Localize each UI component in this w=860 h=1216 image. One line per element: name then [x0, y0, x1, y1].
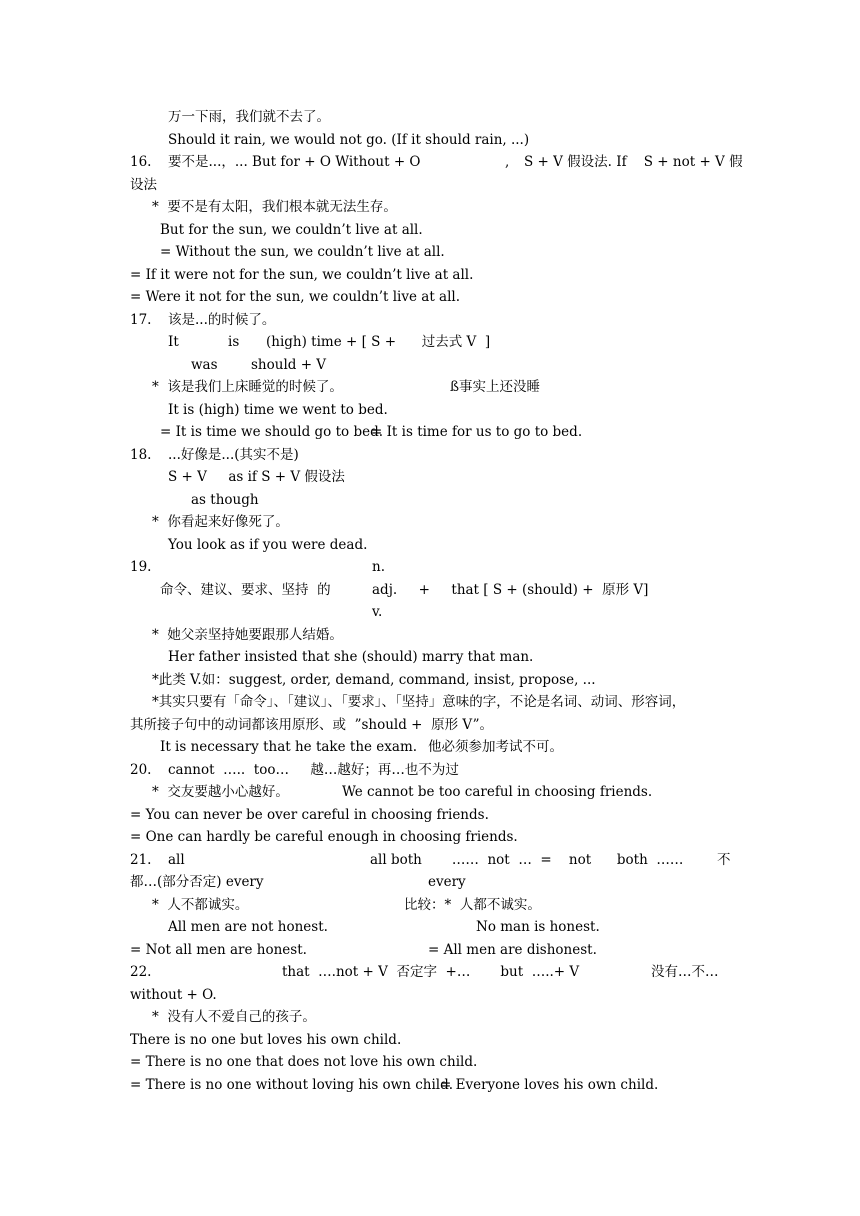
text-line: 他必须参加考试不可。 — [428, 739, 563, 755]
text-line: every — [428, 874, 466, 890]
example-line: * 该是我们上床睡觉的时候了。 — [152, 379, 343, 395]
text-line: = Without the sun, we couldn’t live at all. — [160, 244, 445, 260]
text-line: , — [505, 154, 510, 170]
text-line: (high) time + [ S + 过去式 V ] — [266, 334, 491, 350]
example-line: * 交友要越小心越好。 — [152, 784, 289, 800]
text-line: 都…(部分否定) every — [130, 874, 264, 890]
example-line: * 你看起来好像死了。 — [152, 514, 289, 530]
text-line: S + V as if S + V 假设法 — [168, 469, 345, 485]
text-line: all — [168, 852, 185, 868]
item-number: 21. — [130, 852, 152, 868]
text-line: = There is no one that does not love his own child. — [130, 1054, 478, 1070]
text-line: as though — [191, 492, 259, 508]
text-line: 没有…不… — [651, 964, 719, 980]
text-line: It is necessary that he take the exam. — [160, 739, 418, 755]
text-line: ß事实上还没睡 — [450, 379, 541, 395]
text-line: n. — [372, 559, 385, 575]
example-line: * 她父亲坚持她要跟那人结婚。 — [152, 627, 343, 643]
text-line: It — [168, 334, 179, 350]
text-line: was — [191, 357, 218, 373]
text-line: *此类 V.如：suggest, order, demand, command, insist, propose, ... — [152, 672, 596, 688]
text-line: Should it rain, we would not go. (If it should rain, ...) — [168, 132, 530, 148]
item-number: 18. — [130, 447, 152, 463]
text-line: 设法 — [130, 177, 157, 193]
text-line: You look as if you were dead. — [168, 537, 368, 553]
text-line: S + V 假设法. If S + not + V 假 — [524, 154, 743, 170]
text-line: = It is time we should go to bed. — [160, 424, 384, 440]
text-line: All men are not honest. — [168, 919, 328, 935]
item-number: 16. — [130, 154, 152, 170]
text-line: 不 — [717, 852, 731, 868]
text-line: There is no one but loves his own child. — [130, 1032, 402, 1048]
text-line: No man is honest. — [476, 919, 600, 935]
example-line: * 人不都诚实。 — [152, 897, 249, 913]
text-line: v. — [372, 604, 383, 620]
text-line: cannot ….. too… 越…越好；再…也不为过 — [168, 762, 459, 778]
item-number: 22. — [130, 964, 152, 980]
text-line: 要不是...，... But for + O Without + O — [168, 154, 421, 170]
text-line: is — [228, 334, 240, 350]
text-line: adj. + that [ S + (should) + 原形 V] — [372, 582, 649, 598]
text-line: without + O. — [130, 987, 217, 1003]
text-line: = All men are dishonest. — [428, 942, 597, 958]
text-line: 该是...的时候了。 — [168, 312, 276, 328]
text-line: 命令、建议、要求、坚持 的 — [160, 582, 331, 598]
text-line: ...好像是...(其实不是) — [168, 447, 299, 463]
text-line: We cannot be too careful in choosing friends. — [342, 784, 653, 800]
text-line: all both …… not … = not both …… — [370, 852, 684, 868]
text-line: Her father insisted that she (should) marry that man. — [168, 649, 534, 665]
text-line: 其所接子句中的动词都该用原形、或 ”should + 原形 V”。 — [130, 717, 494, 733]
text-line: = Everyone loves his own child. — [440, 1077, 659, 1093]
item-number: 19. — [130, 559, 152, 575]
text-line: should + V — [251, 357, 327, 373]
text-line: = You can never be over careful in choosing friends. — [130, 807, 489, 823]
example-line: * 没有人不爱自己的孩子。 — [152, 1009, 316, 1025]
item-number: 17. — [130, 312, 152, 328]
text-line: = If it were not for the sun, we couldn’t live at all. — [130, 267, 474, 283]
text-line: = It is time for us to go to bed. — [371, 424, 583, 440]
text-line: = There is no one without loving his own child. — [130, 1077, 454, 1093]
text-line: = One can hardly be careful enough in choosing friends. — [130, 829, 518, 845]
text-line: = Not all men are honest. — [130, 942, 307, 958]
example-line: * 要不是有太阳，我们根本就无法生存。 — [152, 199, 397, 215]
text-line: 比较：* 人都不诚实。 — [404, 897, 541, 913]
text-line: It is (high) time we went to bed. — [168, 402, 388, 418]
item-number: 20. — [130, 762, 152, 778]
text-line: = Were it not for the sun, we couldn’t live at all. — [130, 289, 461, 305]
text-line: that ….not + V 否定字 +… but …..+ V — [282, 964, 580, 980]
text-line: 万一下雨，我们就不去了。 — [168, 109, 330, 125]
text-line: *其实只要有「命令」、「建议」、「要求」、「坚持」意味的字，不论是名词、动词、形容词， — [152, 694, 686, 710]
text-line: But for the sun, we couldn’t live at all. — [160, 222, 423, 238]
